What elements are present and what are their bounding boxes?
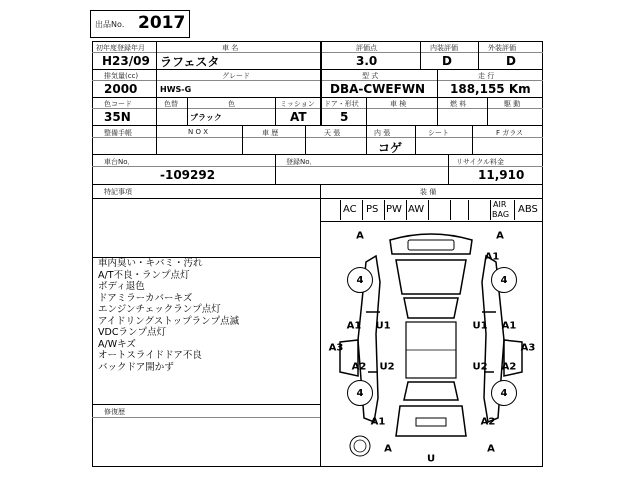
equipment-pw: PW: [386, 204, 402, 215]
vline: [320, 41, 322, 69]
vline: [320, 69, 322, 97]
interior-score-label: 内装評価: [430, 44, 458, 52]
displacement-label: 排気量(cc): [104, 72, 139, 80]
vline: [384, 200, 385, 220]
exterior-score-value: D: [506, 54, 516, 68]
vline: [340, 200, 341, 220]
damage-right-a1: A1: [501, 320, 517, 332]
wheel-rl: 4: [347, 380, 373, 406]
reg-year-value: H23/09: [102, 54, 150, 68]
nox-label: N O X: [188, 128, 208, 136]
equipment-airbag-bottom: BAG: [492, 210, 510, 219]
seat-label: シート: [428, 129, 449, 137]
note-item: ボディ退色: [98, 281, 145, 292]
doors-value: 5: [340, 110, 349, 124]
vline: [156, 97, 157, 125]
regno-label: 登録No．: [286, 158, 317, 166]
hline: [92, 108, 543, 109]
vline: [490, 200, 491, 220]
interior-trim-label: 内 張: [374, 129, 391, 137]
equipment-ac: AC: [343, 204, 357, 215]
wheel-rr: 4: [491, 380, 517, 406]
hline: [92, 184, 543, 185]
vline: [468, 200, 469, 220]
note-item: アイドリングストップランプ点滅: [98, 315, 240, 327]
mileage-label: 走 行: [478, 72, 495, 80]
type-value: DBA-CWEFWN: [330, 82, 426, 96]
vline: [514, 200, 515, 220]
damage-left-a1: A1: [346, 320, 362, 332]
vline: [156, 125, 157, 154]
note-item: エンジンチェックランプ点灯: [98, 304, 221, 315]
lot-label: 出品No．: [95, 20, 130, 29]
damage-rear-right-u2: U2: [472, 361, 488, 373]
vline: [305, 125, 306, 154]
interior-trim-value: コゲ: [378, 141, 403, 155]
equipment-grid: [322, 200, 542, 220]
vline: [366, 125, 367, 154]
vline: [428, 200, 429, 220]
damage-front-right-a1: A1: [484, 251, 500, 263]
model-label: 車 名: [222, 44, 239, 52]
hline: [92, 154, 543, 155]
vline: [275, 97, 276, 125]
vline: [156, 69, 157, 97]
hline: [92, 97, 543, 98]
mileage-value: 188,155 Km: [450, 82, 531, 96]
note-item: A/Wキズ: [98, 338, 136, 350]
vline: [406, 200, 407, 220]
drive-label: 駆 動: [504, 100, 521, 108]
damage-right-u1: U1: [472, 320, 488, 332]
hline: [92, 125, 543, 126]
note-item: オートスライドドア不良: [98, 350, 202, 361]
hline: [92, 198, 543, 199]
vline: [187, 97, 188, 125]
score-label: 評価点: [356, 44, 377, 52]
vline: [448, 154, 449, 184]
vline: [242, 125, 243, 154]
ceiling-label: 天 張: [324, 129, 341, 137]
damage-left-a3: A3: [328, 342, 344, 354]
notes-title: 特記事項: [104, 188, 132, 196]
model-value: ラフェスタ: [160, 55, 220, 69]
vline: [156, 41, 157, 69]
recycle-label: リサイクル料金: [456, 158, 505, 166]
recycle-value: 11,910: [478, 168, 525, 182]
wheel-fl: 4: [347, 267, 373, 293]
vline: [437, 97, 438, 125]
equipment-airbag-top: AIR: [493, 200, 507, 209]
vline: [437, 69, 438, 97]
hline: [92, 404, 320, 405]
color-code-value: 35N: [104, 110, 131, 124]
manual-label: 整備手帳: [104, 129, 132, 137]
hline: [92, 417, 320, 418]
note-item: VDCランプ点灯: [98, 327, 166, 338]
wheel-fr: 4: [491, 267, 517, 293]
lot-number: 2017: [138, 13, 186, 33]
repair-title: 修復歴: [104, 408, 125, 416]
color-value: ブラック: [190, 113, 222, 122]
equipment-abs: ABS: [518, 204, 538, 215]
vline: [362, 200, 363, 220]
grade-value: HWS-G: [160, 85, 192, 94]
chassis-value: -109292: [160, 168, 216, 182]
mission-value: AT: [290, 110, 307, 124]
damage-right-a3: A3: [520, 342, 536, 354]
hline: [92, 137, 543, 138]
equipment-title: 装 備: [420, 188, 437, 196]
chassis-label: 車台No．: [104, 158, 135, 166]
note-item: 車内臭い・キバミ・汚れ: [98, 258, 203, 269]
vline: [366, 97, 367, 125]
vline: [472, 125, 473, 154]
note-item: バックドア開かず: [98, 361, 174, 373]
doors-label: ドア・形状: [324, 100, 359, 108]
mission-label: ミッション: [280, 100, 315, 108]
damage-bottom-right: A: [487, 443, 495, 455]
type-label: 型 式: [362, 72, 379, 80]
note-item: A/T不良・ランプ点灯: [98, 269, 190, 281]
damage-rear-a2: A2: [480, 416, 496, 428]
color-label: 色: [228, 100, 235, 108]
displacement-value: 2000: [104, 82, 138, 96]
equipment-aw: AW: [408, 204, 425, 215]
glass-label: F ガラス: [496, 129, 524, 137]
fuel-label: 燃 料: [450, 100, 467, 108]
equipment-ps: PS: [366, 204, 379, 215]
exterior-score-label: 外装評価: [488, 44, 516, 52]
note-item: ドアミラーカバーキズ: [98, 292, 193, 304]
vline: [487, 97, 488, 125]
damage-rear-right-a2: A2: [501, 361, 517, 373]
damage-bottom-u: U: [426, 453, 436, 465]
hline: [92, 80, 543, 81]
grade-label: グレード: [222, 72, 250, 80]
damage-left-u1: U1: [375, 320, 391, 332]
interior-score-value: D: [442, 54, 452, 68]
vline: [275, 154, 276, 184]
vline: [420, 41, 421, 69]
vline: [450, 200, 451, 220]
color-change-label: 色替: [164, 100, 178, 108]
damage-rear-left-a2: A2: [351, 361, 367, 373]
vline: [415, 125, 416, 154]
inspection-label: 車 検: [390, 100, 407, 108]
damage-front-left: A: [356, 230, 364, 242]
car-diagram: [320, 222, 542, 466]
reg-year-label: 初年度登録年月: [96, 44, 145, 52]
score-value: 3.0: [356, 54, 378, 68]
vline: [478, 41, 479, 69]
damage-front-right: A: [496, 230, 504, 242]
damage-rear-a1: A1: [370, 416, 386, 428]
notes-list: [98, 258, 239, 373]
history-label: 車 歴: [262, 129, 279, 137]
damage-rear-left-u2: U2: [379, 361, 395, 373]
color-code-label: 色コード: [104, 100, 132, 108]
vline: [320, 97, 322, 125]
damage-bottom-left: A: [384, 443, 392, 455]
